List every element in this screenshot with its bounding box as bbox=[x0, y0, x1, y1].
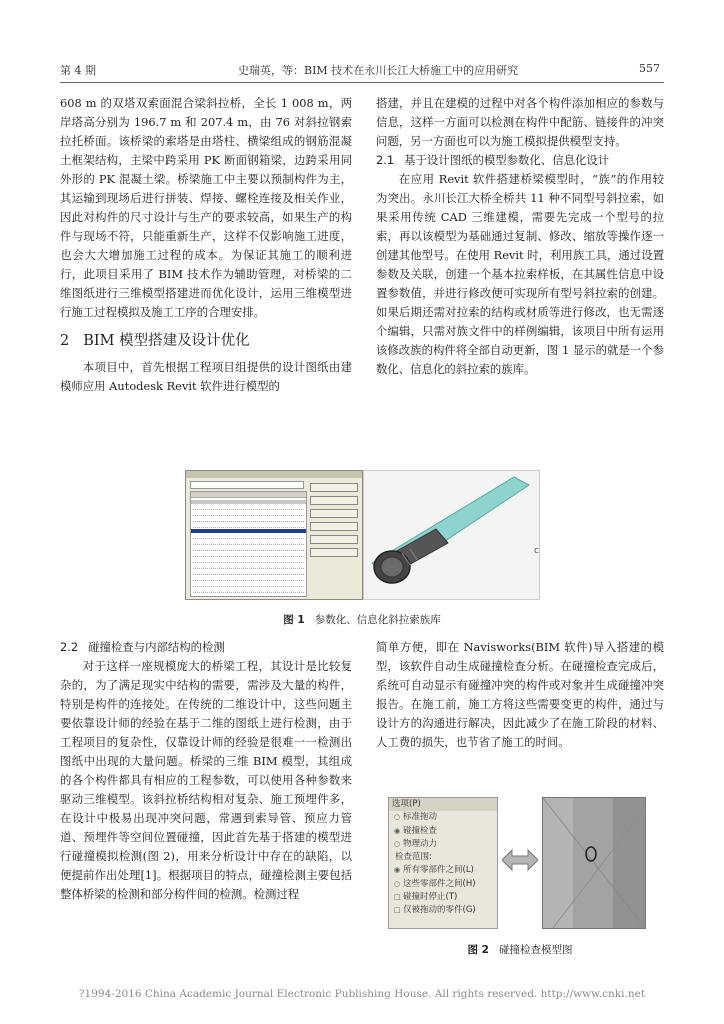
subsection-title: 碰撞检查与内部结构的检测 bbox=[88, 640, 225, 654]
option-dragged-only: □ 仅被拖动的零件(G) bbox=[389, 904, 497, 917]
revit-properties-dialog bbox=[185, 470, 363, 600]
figure-label: 图 1 bbox=[283, 614, 305, 626]
option-stop-on-collision: □ 碰撞时停止(T) bbox=[389, 891, 497, 904]
parameter-grid bbox=[190, 491, 307, 597]
right-column-bottom bbox=[376, 638, 664, 752]
figure-label: 图 2 bbox=[467, 944, 489, 956]
type-selector bbox=[190, 481, 304, 489]
cable-drawing bbox=[364, 471, 539, 599]
copyright-footer: ?1994-2016 China Academic Journal Electronic Publishing House. All rights reserved. http://www.cnki.net bbox=[78, 988, 646, 1000]
subsection-number: 2.2 bbox=[60, 640, 79, 654]
figure-2 bbox=[388, 797, 646, 929]
option-all-parts: ◉ 所有零部件之间(L) bbox=[389, 864, 497, 877]
dialog-buttons bbox=[310, 483, 358, 561]
header-rule bbox=[60, 82, 664, 83]
checkbox-icon: □ bbox=[394, 893, 401, 902]
checkbox-icon: □ bbox=[394, 906, 401, 915]
paragraph: 简单方便，即在 Navisworks(BIM 软件)导入搭建的模型，该软件自动生成碰撞检查分析。在碰撞检查完成后，系统可自动显示有碰撞冲突的构件或对象并生成碰撞冲突报告。在施工前，施工方将这些需要变更的构件，通过与设计方的沟通进行解决，因此减少了在施工阶段的材料、人工费的损失，也节省了施工的时间。 bbox=[376, 640, 664, 749]
radio-selected-icon: ◉ bbox=[394, 826, 401, 835]
panel-title: 选项(P) bbox=[389, 798, 497, 811]
paragraph: 608 m 的双塔双索面混合梁斜拉桥，全长 1 008 m，两岸塔高分别为 196.7 m 和 207.4 m，由 76 对斜拉钢索拉托桥面。该桥梁的索塔是由塔柱、横梁组成的钢筋混凝土框架结构，主梁中跨采用 PK 断面钢箱梁，边跨采用同外形的 PK 混凝土梁。桥梁施工中主要以预制构件为主，其运输到现场后进行拼装、焊接、螺栓连接及相关作业，因此对构件的尺寸设计与生产的要求较高，如果生产的构件与现场不符，只能重新生产，这样不仅影响施工进度，也会大大增加施工过程的成本。为保证其施工的顺利进行，此项目采用了 BIM 技术作为辅助管理，对桥梁的二维图纸进行三维模型搭建进而优化设计，运用三维模型进行施工过程模拟及施工工序的合理安排。 bbox=[60, 96, 352, 319]
right-column-top bbox=[376, 94, 664, 379]
subsection-heading bbox=[376, 151, 664, 170]
option-physical-dynamics: ○ 物理动力 bbox=[389, 838, 497, 851]
radio-icon: ○ bbox=[394, 839, 401, 848]
subsection-heading bbox=[60, 638, 352, 657]
figure-2-caption bbox=[376, 942, 664, 957]
check-range-label: 检查范围: bbox=[395, 852, 432, 863]
left-column-bottom bbox=[60, 638, 352, 904]
page-header bbox=[60, 62, 660, 78]
section-number: 2 bbox=[60, 333, 70, 349]
issue-number: 第 4 期 bbox=[60, 64, 96, 77]
option-standard-drag: ○ 标准拖动 bbox=[389, 811, 497, 824]
model-label: c bbox=[534, 546, 539, 556]
paragraph: 搭建，并且在建模的过程中对各个构件添加相应的参数与信息，这样一方面可以检测在构件中配筋、链接件的冲突问题，另一方面也可以为施工模拟提供模型支持。 bbox=[376, 96, 664, 148]
section-title: BIM 模型搭建及设计优化 bbox=[83, 333, 250, 349]
figure-caption-text: 参数化、信息化斜拉索族库 bbox=[314, 614, 441, 626]
radio-icon: ○ bbox=[394, 813, 401, 822]
collision-options-panel bbox=[388, 797, 498, 929]
figure-1 bbox=[185, 470, 540, 600]
left-column-top bbox=[60, 94, 352, 396]
running-title: 史瑞英，等：BIM 技术在永川长江大桥施工中的应用研究 bbox=[238, 64, 519, 77]
option-these-parts: ○ 这些零部件之间(H) bbox=[389, 878, 497, 891]
figure-1-caption bbox=[60, 612, 664, 627]
page-number: 557 bbox=[639, 62, 660, 75]
paragraph: 本项目中，首先根据工程项目组提供的设计图纸由建模师应用 Autodesk Revit 软件进行模型的 bbox=[60, 360, 352, 393]
figure-caption-text: 碰撞检查模型图 bbox=[498, 944, 573, 956]
radio-selected-icon: ◉ bbox=[394, 866, 401, 875]
dialog-titlebar bbox=[186, 471, 362, 478]
option-collision-check: ◉ 碰撞检查 bbox=[389, 825, 497, 838]
subsection-number: 2.1 bbox=[376, 153, 395, 167]
subsection-title: 基于设计图纸的模型参数化、信息化设计 bbox=[404, 153, 610, 167]
collision-photo bbox=[542, 797, 646, 929]
paragraph: 在应用 Revit 软件搭建桥梁模型时，“族”的作用较为突出。永川长江大桥全桥共 11 种不同型号斜拉索，如果采用传统 CAD 三维建模，需要先完成一个型号的拉索，再以该模型为基础通过复制、修改、缩放等操作逐一创建其他型号。在使用 Revit 时，利用族工具，通过设置参数及关联，创建一个基本拉索样板，在其属性信息中设置参数值，并进行修改便可实现所有型号斜拉索的创建。如果后期还需对拉索的结构或材质等进行修改，也无需逐个编辑，只需对族文件中的样例编辑，该项目中所有运用该修改族的构件将全部自动更新，图 1 显示的就是一个参数化、信息化的斜拉索的族库。 bbox=[376, 172, 664, 376]
double-arrow-icon bbox=[502, 845, 538, 875]
paragraph: 对于这样一座规模庞大的桥梁工程，其设计是比较复杂的，为了满足现实中结构的需要，需涉及大量的构件，特别是构件的连接处。在传统的二维设计中，这些问题主要依靠设计师的经验在基于二维的图纸上进行检测，由于工程项目的复杂性，仅靠设计师的经验是很难一一检测出图纸中出现的大量问题。桥梁的三维 BIM 模型，其组成的各个构件都具有相应的工程参数，可以使用各种参数来驱动三维模型。该斜拉桥结构相对复杂、施工预埋件多，在设计中极易出现冲突问题，常遇到索导管、预应力管道、预埋件等空间位置碰撞，因此首先基于搭建的模型进行碰撞模拟检测(图 2)，用来分析设计中存在的缺陷，以便提前作出处理[1]。根据项目的特点，碰撞检测主要包括整体桥梁的检测和部分构件间的检测。检测过程 bbox=[60, 659, 352, 901]
cable-3d-model bbox=[363, 470, 540, 600]
collision-image bbox=[543, 798, 645, 928]
section-heading bbox=[60, 330, 352, 352]
radio-icon: ○ bbox=[394, 879, 401, 888]
